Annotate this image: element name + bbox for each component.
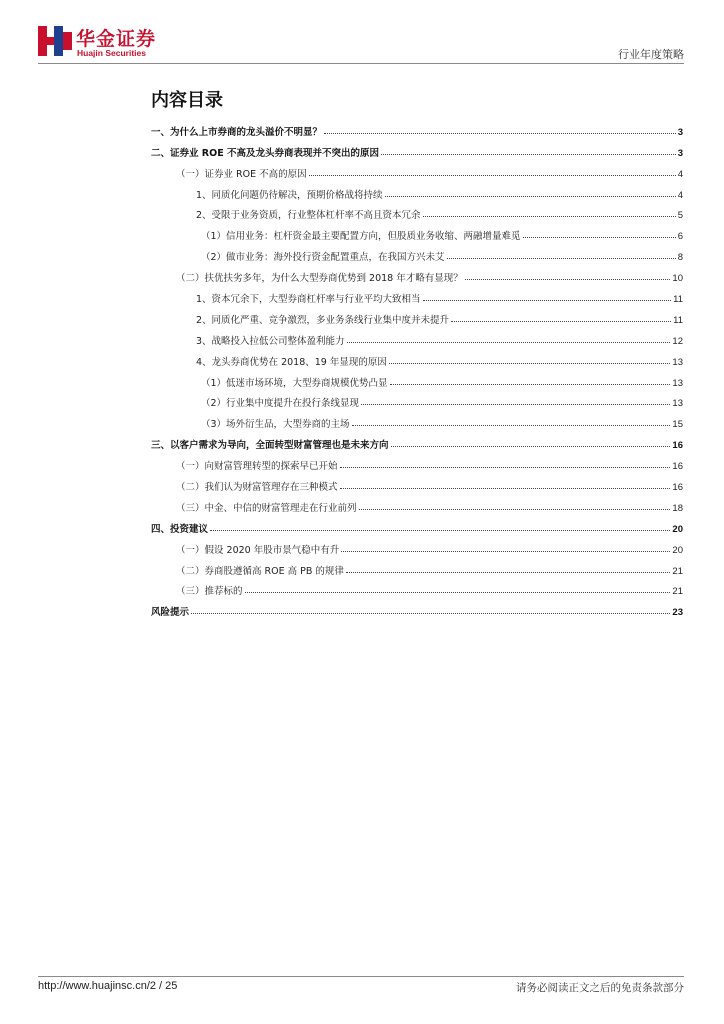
toc-entry-title: （二）券商股遵循高 ROE 高 PB 的规律: [176, 565, 344, 577]
toc-entry[interactable]: [151, 430, 683, 451]
toc-entry-page: 3: [677, 147, 683, 159]
toc-entry[interactable]: [151, 180, 683, 201]
toc-dot-leader: [340, 488, 671, 489]
toc-entry-page: 11: [673, 314, 683, 326]
toc-entry-page: 11: [673, 294, 683, 306]
toc-entry[interactable]: [151, 117, 683, 138]
toc-entry[interactable]: [151, 451, 683, 472]
toc-dot-leader: [324, 133, 676, 134]
toc-entry-page: 16: [672, 440, 683, 452]
toc-title: 内容目录: [151, 90, 223, 111]
toc-entry[interactable]: [151, 472, 683, 493]
logo-text-en: Huajin Securities: [77, 48, 146, 58]
toc-entry[interactable]: [151, 221, 683, 242]
toc-entry[interactable]: [151, 556, 683, 577]
toc-dot-leader: [390, 384, 671, 385]
toc-dot-leader: [423, 300, 672, 301]
toc-entry-title: （二）我们认为财富管理存在三种模式: [176, 482, 338, 494]
toc-dot-leader: [423, 216, 676, 217]
toc-entry[interactable]: [151, 138, 683, 159]
toc-entry-title: （3）场外衍生品，大型券商的主场: [201, 419, 350, 431]
logo-text-cn: 华金证券: [76, 28, 157, 50]
toc-entry-title: 二、证券业 ROE 不高及龙头券商表现并不突出的原因: [151, 147, 379, 159]
toc-entry[interactable]: [151, 597, 683, 618]
report-type-label: 行业年度策略: [618, 48, 684, 61]
toc-entry-title: 一、为什么上市券商的龙头溢价不明显？: [151, 126, 323, 138]
footer-disclaimer: 请务必阅读正文之后的免责条款部分: [516, 982, 684, 994]
toc-entry-title: （一）证券业 ROE 不高的原因: [176, 168, 307, 180]
toc-entry-page: 15: [672, 419, 683, 431]
toc-entry[interactable]: [151, 493, 683, 514]
footer-divider: [38, 976, 684, 977]
toc-entry[interactable]: [151, 409, 683, 430]
toc-dot-leader: [210, 530, 670, 531]
toc-entry-page: 21: [672, 586, 683, 598]
toc-entry[interactable]: [151, 263, 683, 284]
toc-entry[interactable]: [151, 284, 683, 305]
toc-dot-leader: [451, 321, 671, 322]
toc-entry-page: 13: [672, 398, 683, 410]
toc-dot-leader: [340, 467, 671, 468]
footer-url[interactable]: http://www.huajinsc.cn/2 / 25: [38, 980, 178, 992]
toc-entry[interactable]: [151, 514, 683, 535]
toc-entry-page: 13: [672, 377, 683, 389]
toc-entry[interactable]: [151, 535, 683, 556]
toc-dot-leader: [389, 363, 671, 364]
toc-entry[interactable]: [151, 201, 683, 222]
toc-entry-title: 3、战略投入拉低公司整体盈利能力: [196, 335, 345, 347]
toc-entry-title: 1、同质化问题仍待解决，预期价格战将持续: [196, 189, 383, 201]
toc-dot-leader: [391, 446, 671, 447]
toc-entry-page: 13: [672, 356, 683, 368]
toc-dot-leader: [245, 592, 671, 593]
toc-dot-leader: [341, 551, 670, 552]
toc-entry-page: 21: [672, 565, 683, 577]
toc-entry-title: 4、龙头券商优势在 2018、19 年显现的原因: [196, 356, 387, 368]
toc-entry-page: 3: [677, 126, 683, 138]
toc-entry[interactable]: [151, 389, 683, 410]
toc-dot-leader: [385, 196, 676, 197]
toc-entry-page: 4: [677, 168, 683, 180]
toc-entry-page: 20: [672, 544, 683, 556]
toc-entry-page: 18: [672, 502, 683, 514]
toc-dot-leader: [523, 237, 676, 238]
toc-entry-page: 20: [672, 523, 683, 535]
toc-entry-title: 1、资本冗余下，大型券商杠杆率与行业平均大致相当: [196, 294, 421, 306]
toc-dot-leader: [465, 279, 671, 280]
toc-entry-title: （1）信用业务：杠杆资金最主要配置方向，但股质业务收缩、两融增量难觅: [201, 231, 521, 243]
toc-entry-page: 10: [672, 273, 683, 285]
page-header: [0, 0, 724, 70]
toc-dot-leader: [347, 342, 671, 343]
logo-mark-icon: [38, 26, 72, 56]
toc-entry[interactable]: [151, 159, 683, 180]
toc-entry-title: （三）推荐标的: [176, 586, 243, 598]
toc-dot-leader: [309, 175, 676, 176]
toc-entry[interactable]: [151, 577, 683, 598]
toc-entry-title: （2）做市业务：海外投行资金配置重点，在我国方兴未艾: [201, 252, 445, 264]
toc-entry[interactable]: [151, 347, 683, 368]
toc-dot-leader: [381, 154, 676, 155]
toc-dot-leader: [447, 258, 676, 259]
toc-entry-page: 6: [677, 231, 683, 243]
toc-entry-title: （二）扶优扶劣多年，为什么大型券商优势到 2018 年才略有显现？: [176, 273, 463, 285]
toc-entry-page: 23: [672, 607, 683, 619]
toc-entry-title: 风险提示: [151, 607, 190, 619]
toc-entry-page: 12: [672, 335, 683, 347]
toc-entry-title: （1）低迷市场环境，大型券商规模优势凸显: [201, 377, 388, 389]
toc-dot-leader: [359, 509, 671, 510]
toc-entry-title: 2、同质化严重、竞争激烈，多业务条线行业集中度并未提升: [196, 314, 450, 326]
toc-entry[interactable]: [151, 326, 683, 347]
company-logo: [38, 24, 168, 60]
toc-dot-leader: [191, 613, 670, 614]
toc-entry-page: 16: [672, 461, 683, 473]
toc-entry-page: 8: [677, 252, 683, 264]
header-divider: [38, 63, 684, 64]
toc-entry-title: 2、受限于业务资质，行业整体杠杆率不高且资本冗余: [196, 210, 421, 222]
toc-entry-title: （三）中金、中信的财富管理走在行业前列: [176, 502, 357, 514]
toc-entry-title: （一）假设 2020 年股市景气稳中有升: [176, 544, 340, 556]
toc-entry-page: 16: [672, 482, 683, 494]
toc-entry-title: （2）行业集中度提升在投行条线显现: [201, 398, 360, 410]
toc-dot-leader: [352, 425, 671, 426]
toc-dot-leader: [346, 572, 671, 573]
toc-entry-page: 4: [677, 189, 683, 201]
toc-entry[interactable]: [151, 368, 683, 389]
toc-entry-title: 四、投资建议: [151, 523, 209, 535]
toc-entry[interactable]: [151, 242, 683, 263]
toc-dot-leader: [361, 404, 670, 405]
toc-entry-title: 三、以客户需求为导向，全面转型财富管理也是未来方向: [151, 440, 389, 452]
toc-entry-title: （一）向财富管理转型的探索早已开始: [176, 461, 338, 473]
toc-entry[interactable]: [151, 305, 683, 326]
table-of-contents: [151, 117, 683, 618]
toc-entry-page: 5: [677, 210, 683, 222]
